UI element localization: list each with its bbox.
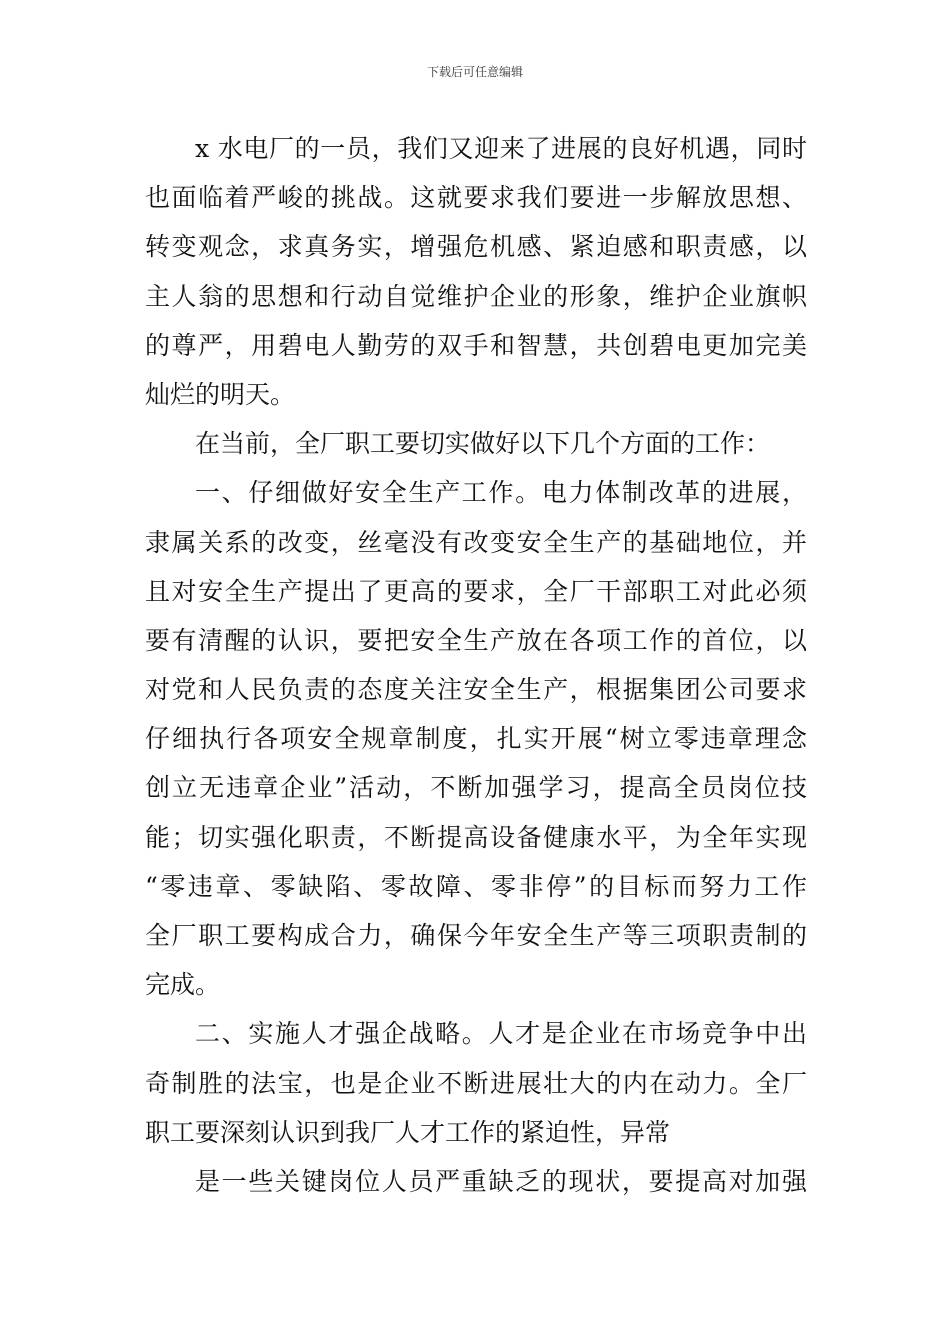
text-line: 转变观念，求真务实，增强危机感、紧迫感和职责感，以 — [145, 232, 807, 262]
text-line: 在当前，全厂职工要切实做好以下几个方面的工作： — [195, 429, 771, 459]
text-line: 灿烂的明天。 — [145, 379, 296, 409]
text-line: “零违章、零缺陷、零故障、零非停”的目标而努力工作 — [145, 871, 807, 901]
text-line: 创立无违章企业”活动，不断加强学习，提高全员岗位技 — [145, 773, 807, 803]
text-line: 是一些关键岗位人员严重缺乏的现状，要提高对加强 — [195, 1166, 807, 1196]
text-line: x 水电厂的一员，我们又迎来了进展的良好机遇，同时 — [195, 134, 807, 163]
text-line: 对党和人民负责的态度关注安全生产，根据集团公司要求 — [145, 675, 807, 705]
document-body — [145, 124, 807, 1206]
text-line: 完成。 — [145, 970, 221, 1000]
text-line: 且对安全生产提出了更高的要求，全厂干部职工对此必须 — [145, 576, 807, 606]
text-line: 主人翁的思想和行动自觉维护企业的形象，维护企业旗帜 — [145, 281, 807, 311]
text-line: 的尊严，用碧电人勤劳的双手和智慧，共创碧电更加完美 — [145, 330, 807, 360]
page-header: 下载后可任意编辑 — [426, 65, 523, 79]
text-line: 职工要深刻认识到我厂人才工作的紧迫性，异常 — [145, 1117, 671, 1147]
text-line: 要有清醒的认识，要把安全生产放在各项工作的首位，以 — [145, 625, 807, 655]
text-line: 仔细执行各项安全规章制度，扎实开展“树立零违章理念 — [145, 724, 807, 754]
text-line: 也面临着严峻的挑战。这就要求我们要进一步解放思想、 — [145, 183, 807, 213]
text-line: 二、实施人才强企战略。人才是企业在市场竞争中出 — [195, 1019, 807, 1049]
text-line: 全厂职工要构成合力，确保今年安全生产等三项职责制的 — [145, 921, 807, 950]
text-line: 奇制胜的法宝，也是企业不断进展壮大的内在动力。全厂 — [145, 1068, 807, 1098]
text-line: 能；切实强化职责，不断提高设备健康水平，为全年实现 — [145, 822, 807, 852]
text-line: 隶属关系的改变，丝毫没有改变安全生产的基础地位，并 — [145, 527, 807, 557]
text-line: 一、仔细做好安全生产工作。电力体制改革的进展， — [195, 478, 807, 508]
